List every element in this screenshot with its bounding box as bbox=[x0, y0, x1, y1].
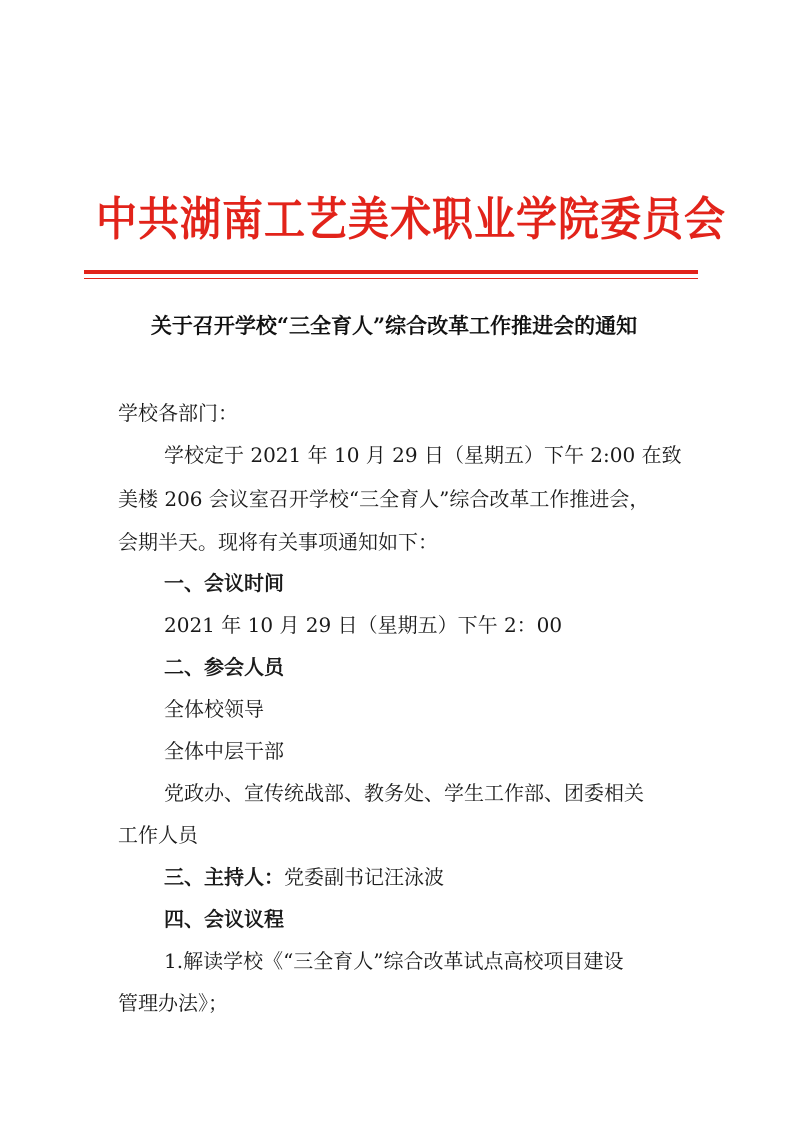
agenda-item-1-line-1: 1.解读学校《“三全育人”综合改革试点高校项目建设 bbox=[164, 949, 624, 973]
intro-paragraph-line-2: 美楼 206 会议室召开学校“三全育人”综合改革工作推进会， bbox=[118, 487, 650, 511]
section-heading-attendees: 二、参会人员 bbox=[164, 655, 284, 679]
attendee-item-middle-cadres: 全体中层干部 bbox=[164, 739, 284, 763]
intro-paragraph-line-1: 学校定于 2021 年 10 月 29 日（星期五）下午 2:00 在致 bbox=[164, 443, 682, 467]
section-heading-meeting-time: 一、会议时间 bbox=[164, 571, 284, 595]
intro-paragraph-line-3: 会期半天。现将有关事项通知如下： bbox=[118, 530, 438, 554]
attendee-item-departments-line-1: 党政办、宣传统战部、教务处、学生工作部、团委相关 bbox=[164, 781, 644, 805]
agenda-item-1-line-2: 管理办法》； bbox=[118, 991, 228, 1015]
letterhead-red-rule bbox=[84, 270, 698, 274]
notice-title: 关于召开学校“三全育人”综合改革工作推进会的通知 bbox=[150, 313, 638, 338]
letterhead-organization: 中共湖南工艺美术职业学院委员会 bbox=[96, 192, 726, 247]
section-heading-agenda: 四、会议议程 bbox=[164, 907, 284, 931]
section-host bbox=[164, 862, 444, 892]
section-heading-host: 三、主持人： bbox=[164, 865, 284, 889]
host-name: 党委副书记汪泳波 bbox=[284, 865, 444, 889]
salutation: 学校各部门： bbox=[118, 401, 238, 425]
attendee-item-departments-line-2: 工作人员 bbox=[118, 823, 198, 847]
attendee-item-leaders: 全体校领导 bbox=[164, 697, 264, 721]
meeting-time-value: 2021 年 10 月 29 日（星期五）下午 2：00 bbox=[164, 613, 563, 637]
letterhead-red-rule-thin bbox=[84, 278, 698, 279]
